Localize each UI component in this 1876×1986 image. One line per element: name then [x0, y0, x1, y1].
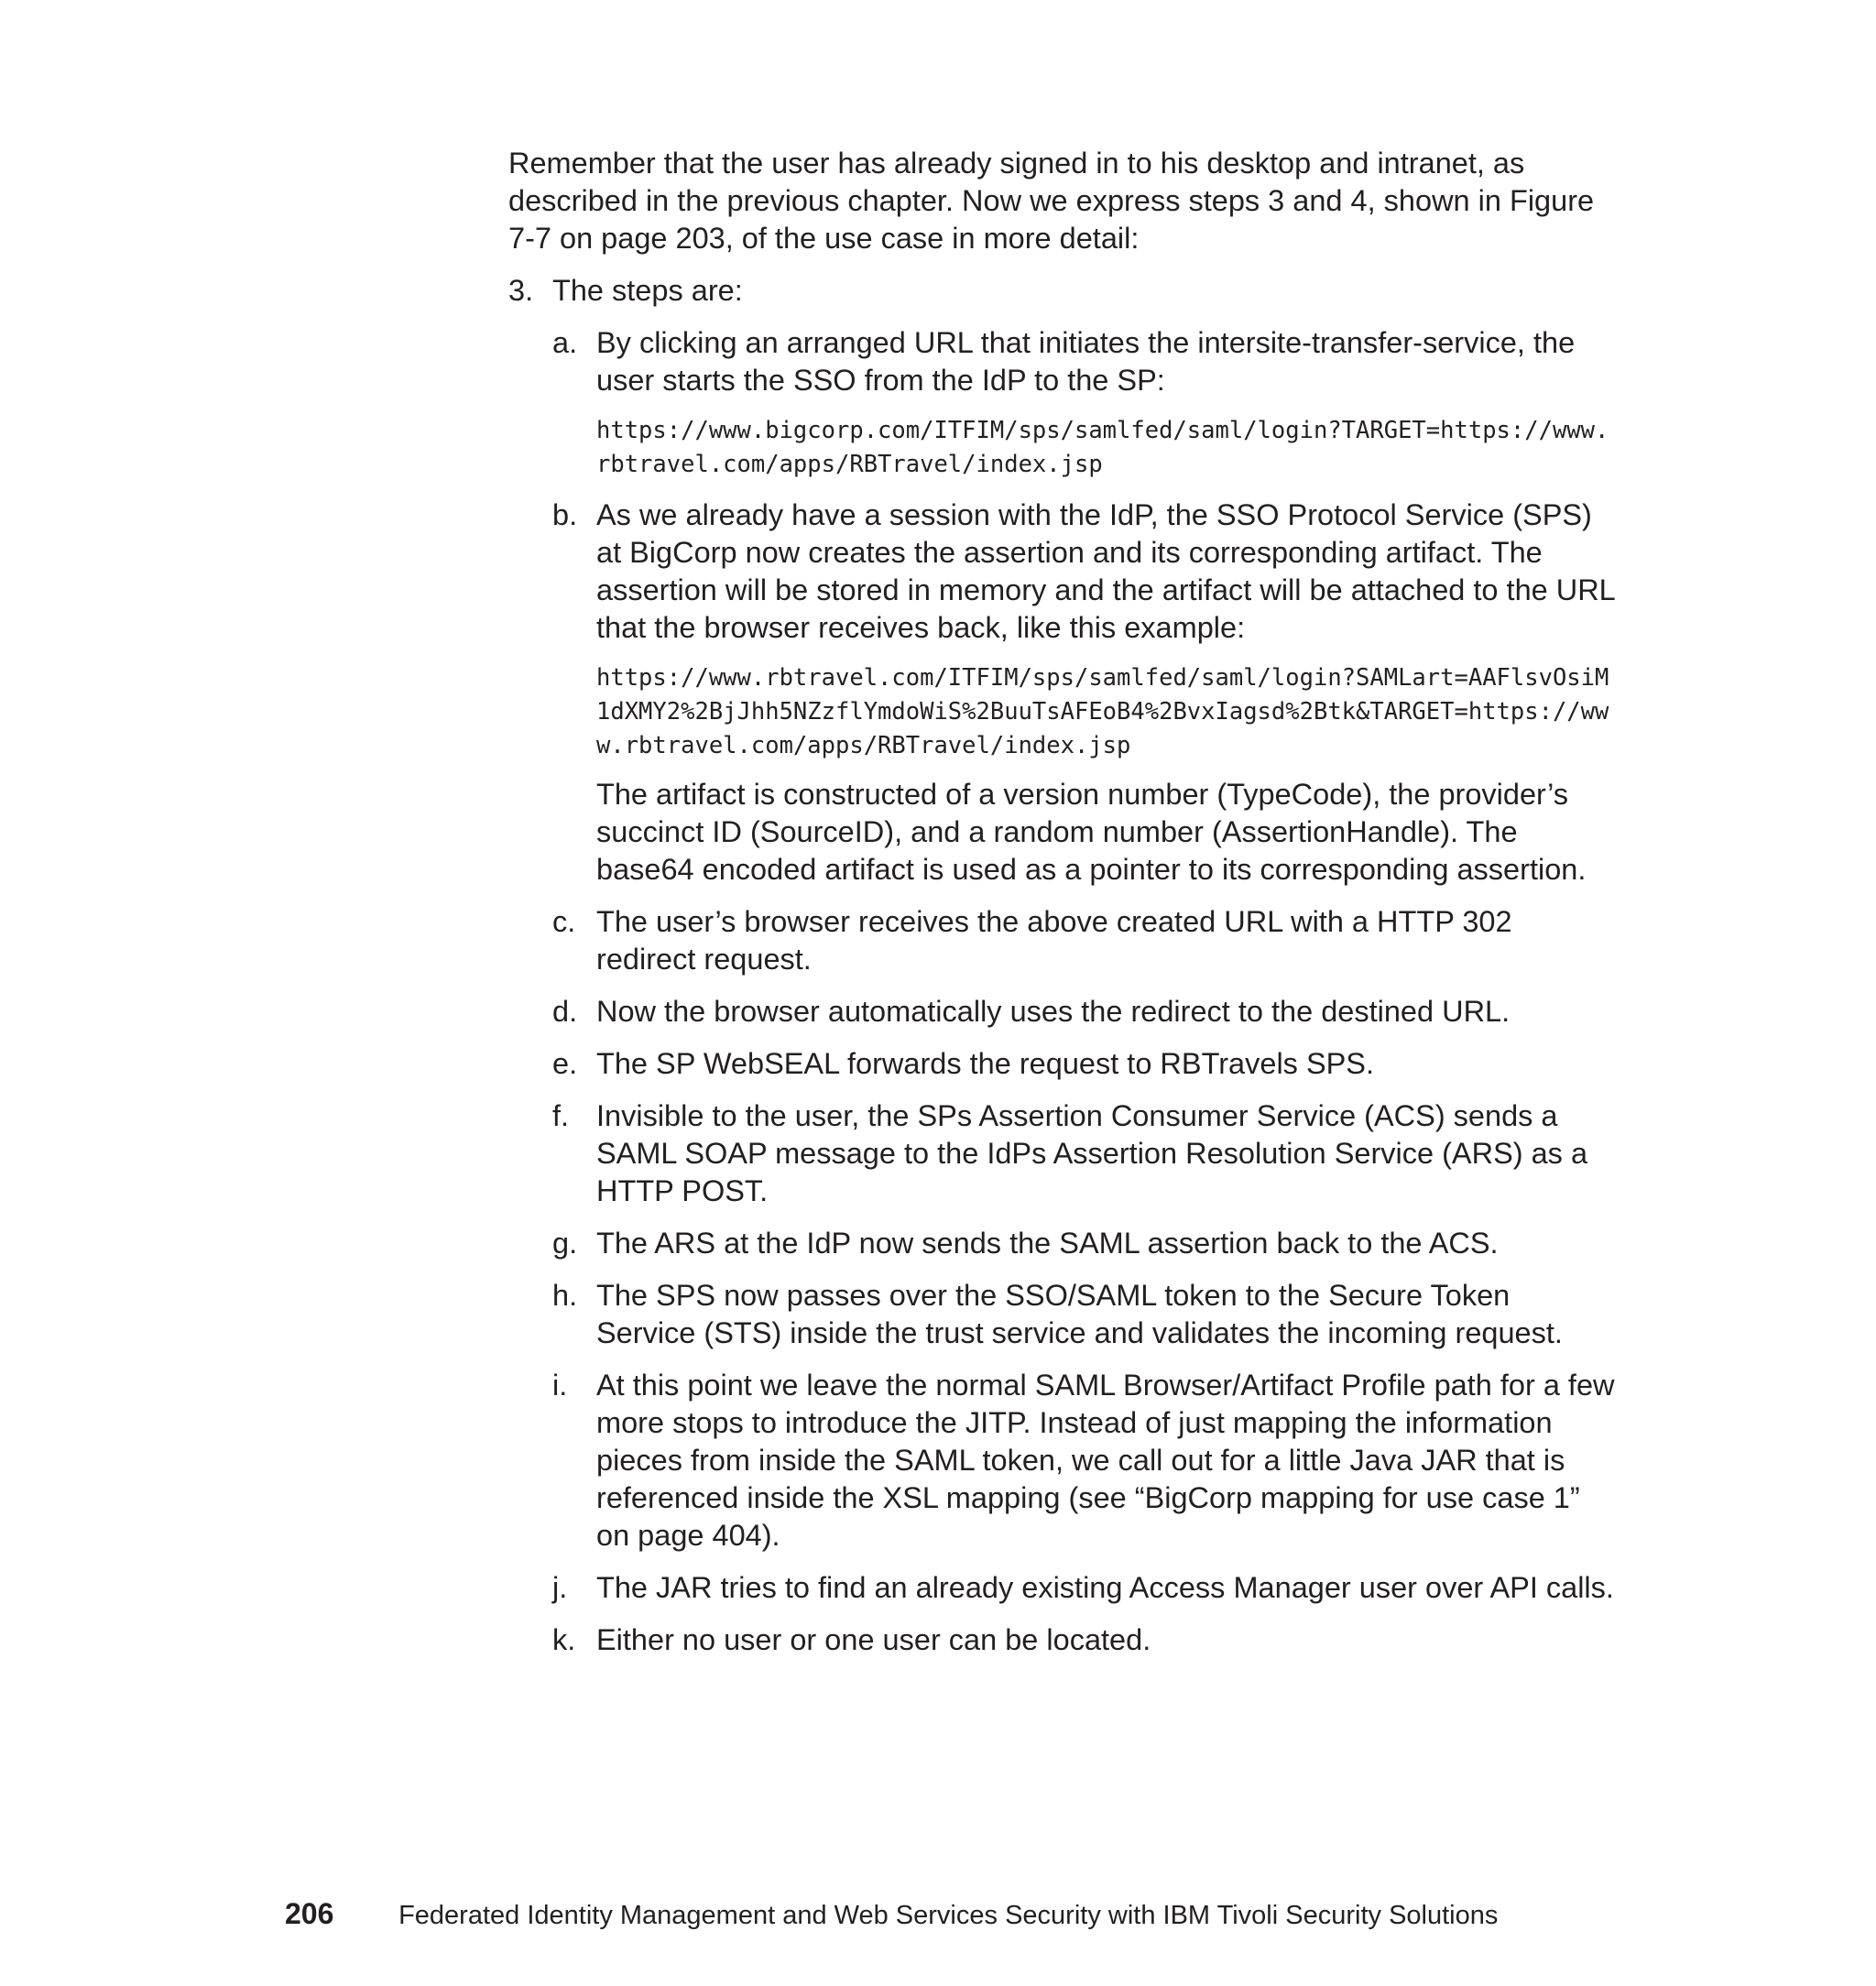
- substep-text: The SPS now passes over the SSO/SAML token to the Secure Token Service (STS) inside the trust service and validates the incoming request.: [596, 1279, 1563, 1349]
- substep-text: As we already have a session with the IdP, the SSO Protocol Service (SPS) at BigCorp now creates the assertion and its corresponding artifact. The assertion will be stored in memory and the artifact will be attached to the URL that the browser receives back, like this example:: [596, 498, 1615, 644]
- substep-letter: k.: [552, 1623, 576, 1656]
- substep-letter: e.: [552, 1047, 578, 1080]
- substep-text: The user’s browser receives the above created URL with a HTTP 302 redirect request.: [596, 905, 1512, 976]
- code-block-artifact-url: [596, 661, 1617, 763]
- substep-letter: d.: [552, 995, 578, 1028]
- substep-j: [508, 1569, 1617, 1607]
- substep-text: Invisible to the user, the SPs Assertion Consumer Service (ACS) sends a SAML SOAP message to the IdPs Assertion Resolution Service (ARS) as a HTTP POST.: [596, 1099, 1588, 1207]
- code-block-login-url: [596, 414, 1617, 482]
- book-title: Federated Identity Management and Web Services Security with IBM Tivoli Security Solutions: [398, 1901, 1499, 1930]
- code-line: 1dXMY2%2BjJhh5NZzflYmdoWiS%2BuuTsAFEoB4%2BvxIagsd%2Btk&TARGET=https://ww: [596, 698, 1609, 726]
- code-line: w.rbtravel.com/apps/RBTravel/index.jsp: [596, 732, 1131, 759]
- substep-list: [508, 324, 1617, 1659]
- step-content: [552, 272, 1617, 1674]
- step-3: [508, 272, 1617, 1674]
- substep-g: [508, 1225, 1617, 1262]
- substep-k: [508, 1621, 1617, 1659]
- substep-f: [508, 1097, 1617, 1210]
- substep-text: The ARS at the IdP now sends the SAML assertion back to the ACS.: [596, 1227, 1499, 1260]
- substep-e: [508, 1045, 1617, 1083]
- substep-body: [596, 496, 1617, 889]
- code-line: https://www.rbtravel.com/ITFIM/sps/samlfed/saml/login?SAMLart=AAFlsvOsiM: [596, 664, 1609, 692]
- artifact-explanation: The artifact is constructed of a version number (TypeCode), the provider’s succinct ID (SourceID), and a random number (AssertionHandle). The base64 encoded artifact is used as a pointer to its corresponding assertion.: [596, 778, 1587, 886]
- substep-d: [508, 993, 1617, 1031]
- code-line: rbtravel.com/apps/RBTravel/index.jsp: [596, 451, 1103, 478]
- substep-text: Either no user or one user can be located.: [596, 1623, 1151, 1656]
- substep-b: [508, 496, 1617, 889]
- page-number: 206: [285, 1897, 334, 1930]
- substep-a: [508, 324, 1617, 482]
- page-footer: [285, 1897, 1498, 1932]
- code-line: https://www.bigcorp.com/ITFIM/sps/samlfed/saml/login?TARGET=https://www.: [596, 417, 1609, 444]
- substep-text: By clicking an arranged URL that initiates the intersite-transfer-service, the user starts the SSO from the IdP to the SP:: [596, 326, 1576, 397]
- substep-text: The SP WebSEAL forwards the request to RBTravels SPS.: [596, 1047, 1374, 1080]
- substep-i: [508, 1367, 1617, 1555]
- step-text: The steps are:: [552, 274, 743, 307]
- intro-paragraph: Remember that the user has already signed in to his desktop and intranet, as described in the previous chapter. Now we express steps 3 and 4, shown in Figure 7-7 on page 203, of the use case in more detail:: [508, 147, 1595, 255]
- substep-c: [508, 903, 1617, 978]
- substep-letter: c.: [552, 905, 576, 938]
- substep-text: At this point we leave the normal SAML Browser/Artifact Profile path for a few more stops to introduce the JITP. Instead of just mapping the information pieces from inside the SAML token, we call out for a little Java JAR that is referenced inside the XSL mapping (see “BigCorp mapping for use case 1” on page 404).: [596, 1369, 1615, 1552]
- substep-letter: h.: [552, 1279, 578, 1312]
- substep-letter: j.: [552, 1571, 568, 1604]
- substep-letter: a.: [552, 326, 578, 359]
- substep-letter: f.: [552, 1099, 570, 1132]
- substep-letter: b.: [552, 498, 578, 531]
- substep-text: The JAR tries to find an already existing Access Manager user over API calls.: [596, 1571, 1614, 1604]
- substep-text: Now the browser automatically uses the redirect to the destined URL.: [596, 995, 1511, 1028]
- substep-h: [508, 1277, 1617, 1352]
- substep-letter: i.: [552, 1369, 568, 1402]
- substep-letter: g.: [552, 1227, 578, 1260]
- substep-body: [596, 324, 1617, 482]
- page-body: [508, 145, 1617, 1688]
- step-number: 3.: [508, 274, 534, 307]
